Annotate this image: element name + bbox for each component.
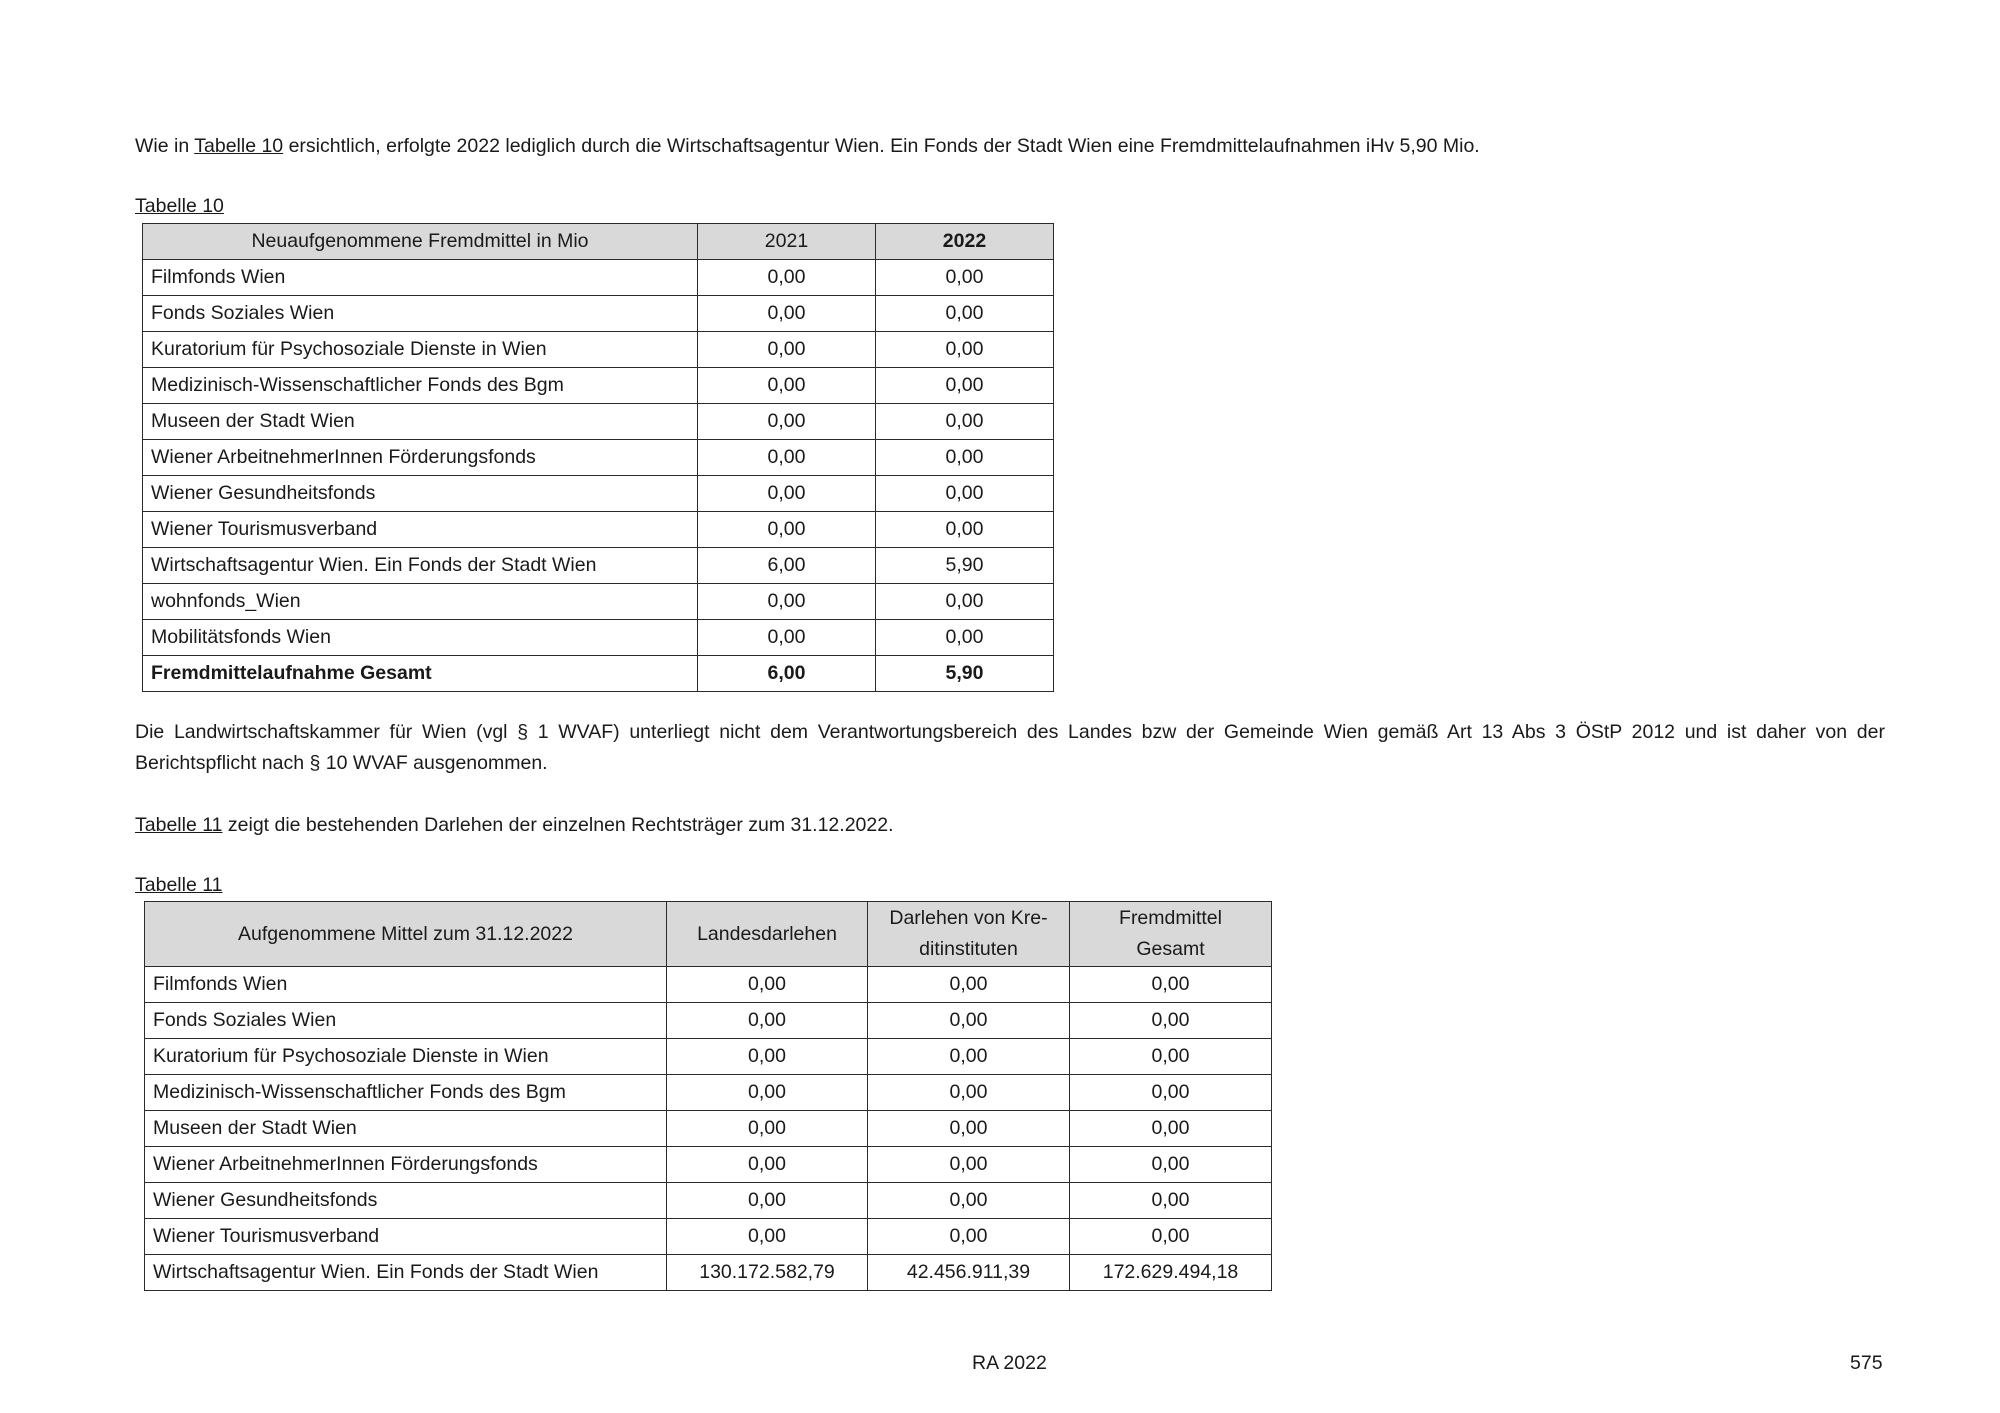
- table10-cell-value: 0,00: [876, 512, 1054, 548]
- table11-cell-value: 0,00: [868, 1039, 1070, 1075]
- table11-cell-value: 0,00: [1070, 1075, 1272, 1111]
- table10: [142, 223, 1054, 692]
- table10-row: [143, 404, 1054, 440]
- intro-paragraph: [135, 131, 1885, 162]
- table10-cell-value: 0,00: [876, 368, 1054, 404]
- table11-cell-value: 0,00: [868, 967, 1070, 1003]
- table11-cell-value: 0,00: [667, 967, 868, 1003]
- table10-cell-value: 0,00: [698, 296, 876, 332]
- table10-row: [143, 296, 1054, 332]
- table10-cell-name: Museen der Stadt Wien: [143, 404, 698, 440]
- table11-cell-value: 0,00: [1070, 1003, 1272, 1039]
- table11-cell-value: 0,00: [667, 1003, 868, 1039]
- table10-header-2021: 2021: [698, 224, 876, 260]
- table10-total-label: Fremdmittelaufnahme Gesamt: [143, 656, 698, 692]
- table11-cell-value: 0,00: [868, 1003, 1070, 1039]
- table10-row: [143, 548, 1054, 584]
- table11-cell-name: Kuratorium für Psychosoziale Dienste in Wien: [145, 1039, 667, 1075]
- table11-cell-name: Wiener Tourismusverband: [145, 1219, 667, 1255]
- table10-row: [143, 260, 1054, 296]
- table10-row: [143, 368, 1054, 404]
- table10-cell-value: 0,00: [876, 260, 1054, 296]
- table11-cell-value: 130.172.582,79: [667, 1255, 868, 1291]
- table11-row: [145, 1039, 1272, 1075]
- table11-cell-value: 0,00: [667, 1183, 868, 1219]
- landwirtschaftskammer-paragraph: Die Landwirtschaftskammer für Wien (vgl § 1 WVAF) unterliegt nicht dem Verantwortungsbereich des Landes bzw der Gemeinde Wien gemäß Art 13 Abs 3 ÖStP 2012 und ist daher von der Berichtspflicht nach § 10 WVAF ausgenommen.: [135, 721, 1885, 774]
- table11-cell-value: 0,00: [868, 1111, 1070, 1147]
- table11-reference-link[interactable]: Tabelle 11: [135, 814, 223, 836]
- table10-cell-value: 0,00: [876, 440, 1054, 476]
- table11-cell-value: 0,00: [1070, 967, 1272, 1003]
- table10-cell-name: Medizinisch-Wissenschaftlicher Fonds des Bgm: [143, 368, 698, 404]
- table11-cell-value: 0,00: [1070, 1219, 1272, 1255]
- table11-header-fremdmittel-gesamt: Fremdmittel Gesamt: [1070, 902, 1272, 967]
- table10-cell-name: Kuratorium für Psychosoziale Dienste in Wien: [143, 332, 698, 368]
- table11-cell-value: 0,00: [868, 1183, 1070, 1219]
- table11-cell-value: 42.456.911,39: [868, 1255, 1070, 1291]
- table11-caption: Tabelle 11: [135, 874, 223, 896]
- table10-cell-value: 0,00: [876, 404, 1054, 440]
- table10-cell-value: 5,90: [876, 548, 1054, 584]
- table10-cell-value: 0,00: [698, 260, 876, 296]
- table10-cell-value: 6,00: [698, 548, 876, 584]
- table11-row: [145, 1255, 1272, 1291]
- table11-row: [145, 1183, 1272, 1219]
- table10-row: [143, 620, 1054, 656]
- table10-cell-value: 0,00: [698, 620, 876, 656]
- table11-cell-value: 0,00: [667, 1111, 868, 1147]
- table11-row: [145, 1219, 1272, 1255]
- intro-prefix: Wie in: [135, 135, 195, 157]
- table11-cell-value: 172.629.494,18: [1070, 1255, 1272, 1291]
- table10-header-row: [143, 224, 1054, 260]
- table10-cell-value: 0,00: [698, 368, 876, 404]
- table10-cell-name: Wirtschaftsagentur Wien. Ein Fonds der Stadt Wien: [143, 548, 698, 584]
- table10-total-value: 6,00: [698, 656, 876, 692]
- table10-row: [143, 476, 1054, 512]
- table11-cell-name: Filmfonds Wien: [145, 967, 667, 1003]
- table11-row: [145, 1111, 1272, 1147]
- intro-text: ersichtlich, erfolgte 2022 lediglich durch die Wirtschaftsagentur Wien. Ein Fonds der Stadt Wien eine Fremdmittelaufnahmen iHv 5,90 Mio.: [283, 135, 1480, 157]
- table11-cell-name: Wiener Gesundheitsfonds: [145, 1183, 667, 1219]
- table10-reference-link[interactable]: Tabelle 10: [194, 135, 284, 157]
- table10-cell-value: 0,00: [698, 512, 876, 548]
- table10-row: [143, 332, 1054, 368]
- table10-row: [143, 584, 1054, 620]
- table10-cell-name: Mobilitätsfonds Wien: [143, 620, 698, 656]
- table10-cell-value: 0,00: [876, 332, 1054, 368]
- table11-cell-value: 0,00: [1070, 1039, 1272, 1075]
- table11-cell-value: 0,00: [667, 1039, 868, 1075]
- table11-cell-value: 0,00: [868, 1147, 1070, 1183]
- table10-cell-value: 0,00: [698, 404, 876, 440]
- table11-row: [145, 1075, 1272, 1111]
- table10-cell-value: 0,00: [698, 476, 876, 512]
- table10-cell-name: wohnfonds_Wien: [143, 584, 698, 620]
- table11-cell-value: 0,00: [868, 1075, 1070, 1111]
- table11-header-landesdarlehen: Landesdarlehen: [667, 902, 868, 967]
- table11-cell-value: 0,00: [667, 1219, 868, 1255]
- table11-cell-name: Wirtschaftsagentur Wien. Ein Fonds der Stadt Wien: [145, 1255, 667, 1291]
- table10-cell-value: 0,00: [876, 296, 1054, 332]
- table10-total-row: [143, 656, 1054, 692]
- table11-cell-value: 0,00: [1070, 1111, 1272, 1147]
- table10-row: [143, 440, 1054, 476]
- table11-cell-name: Museen der Stadt Wien: [145, 1111, 667, 1147]
- table10-cell-value: 0,00: [698, 332, 876, 368]
- table11-cell-value: 0,00: [1070, 1183, 1272, 1219]
- table10-header-2022: 2022: [876, 224, 1054, 260]
- table11-header-row: [145, 902, 1272, 967]
- table11-header-kreditinstitute: Darlehen von Kre- ditinstituten: [868, 902, 1070, 967]
- table11-intro-text: zeigt die bestehenden Darlehen der einzelnen Rechtsträger zum 31.12.2022.: [222, 814, 894, 836]
- table10-cell-value: 0,00: [876, 584, 1054, 620]
- table11-cell-name: Fonds Soziales Wien: [145, 1003, 667, 1039]
- table10-cell-name: Filmfonds Wien: [143, 260, 698, 296]
- table11: [144, 901, 1272, 1291]
- table11-cell-value: 0,00: [1070, 1147, 1272, 1183]
- table10-cell-name: Fonds Soziales Wien: [143, 296, 698, 332]
- table10-cell-value: 0,00: [876, 620, 1054, 656]
- table11-row: [145, 1147, 1272, 1183]
- table11-cell-name: Medizinisch-Wissenschaftlicher Fonds des Bgm: [145, 1075, 667, 1111]
- table10-caption: Tabelle 10: [135, 195, 224, 217]
- table11-intro-paragraph: [135, 810, 1885, 841]
- table11-row: [145, 1003, 1272, 1039]
- table10-row: [143, 512, 1054, 548]
- table11-cell-value: 0,00: [667, 1147, 868, 1183]
- table10-total-value: 5,90: [876, 656, 1054, 692]
- table11-cell-value: 0,00: [667, 1075, 868, 1111]
- table10-cell-name: Wiener Gesundheitsfonds: [143, 476, 698, 512]
- table10-cell-value: 0,00: [876, 476, 1054, 512]
- table11-row: [145, 967, 1272, 1003]
- table10-cell-name: Wiener ArbeitnehmerInnen Förderungsfonds: [143, 440, 698, 476]
- table10-cell-name: Wiener Tourismusverband: [143, 512, 698, 548]
- table11-header-name: Aufgenommene Mittel zum 31.12.2022: [145, 902, 667, 967]
- table10-header-name: Neuaufgenommene Fremdmittel in Mio: [143, 224, 698, 260]
- table11-cell-name: Wiener ArbeitnehmerInnen Förderungsfonds: [145, 1147, 667, 1183]
- table10-cell-value: 0,00: [698, 584, 876, 620]
- table10-cell-value: 0,00: [698, 440, 876, 476]
- table11-cell-value: 0,00: [868, 1219, 1070, 1255]
- footer-page-number: 575: [1850, 1352, 1883, 1374]
- footer-report-label: RA 2022: [972, 1352, 1047, 1374]
